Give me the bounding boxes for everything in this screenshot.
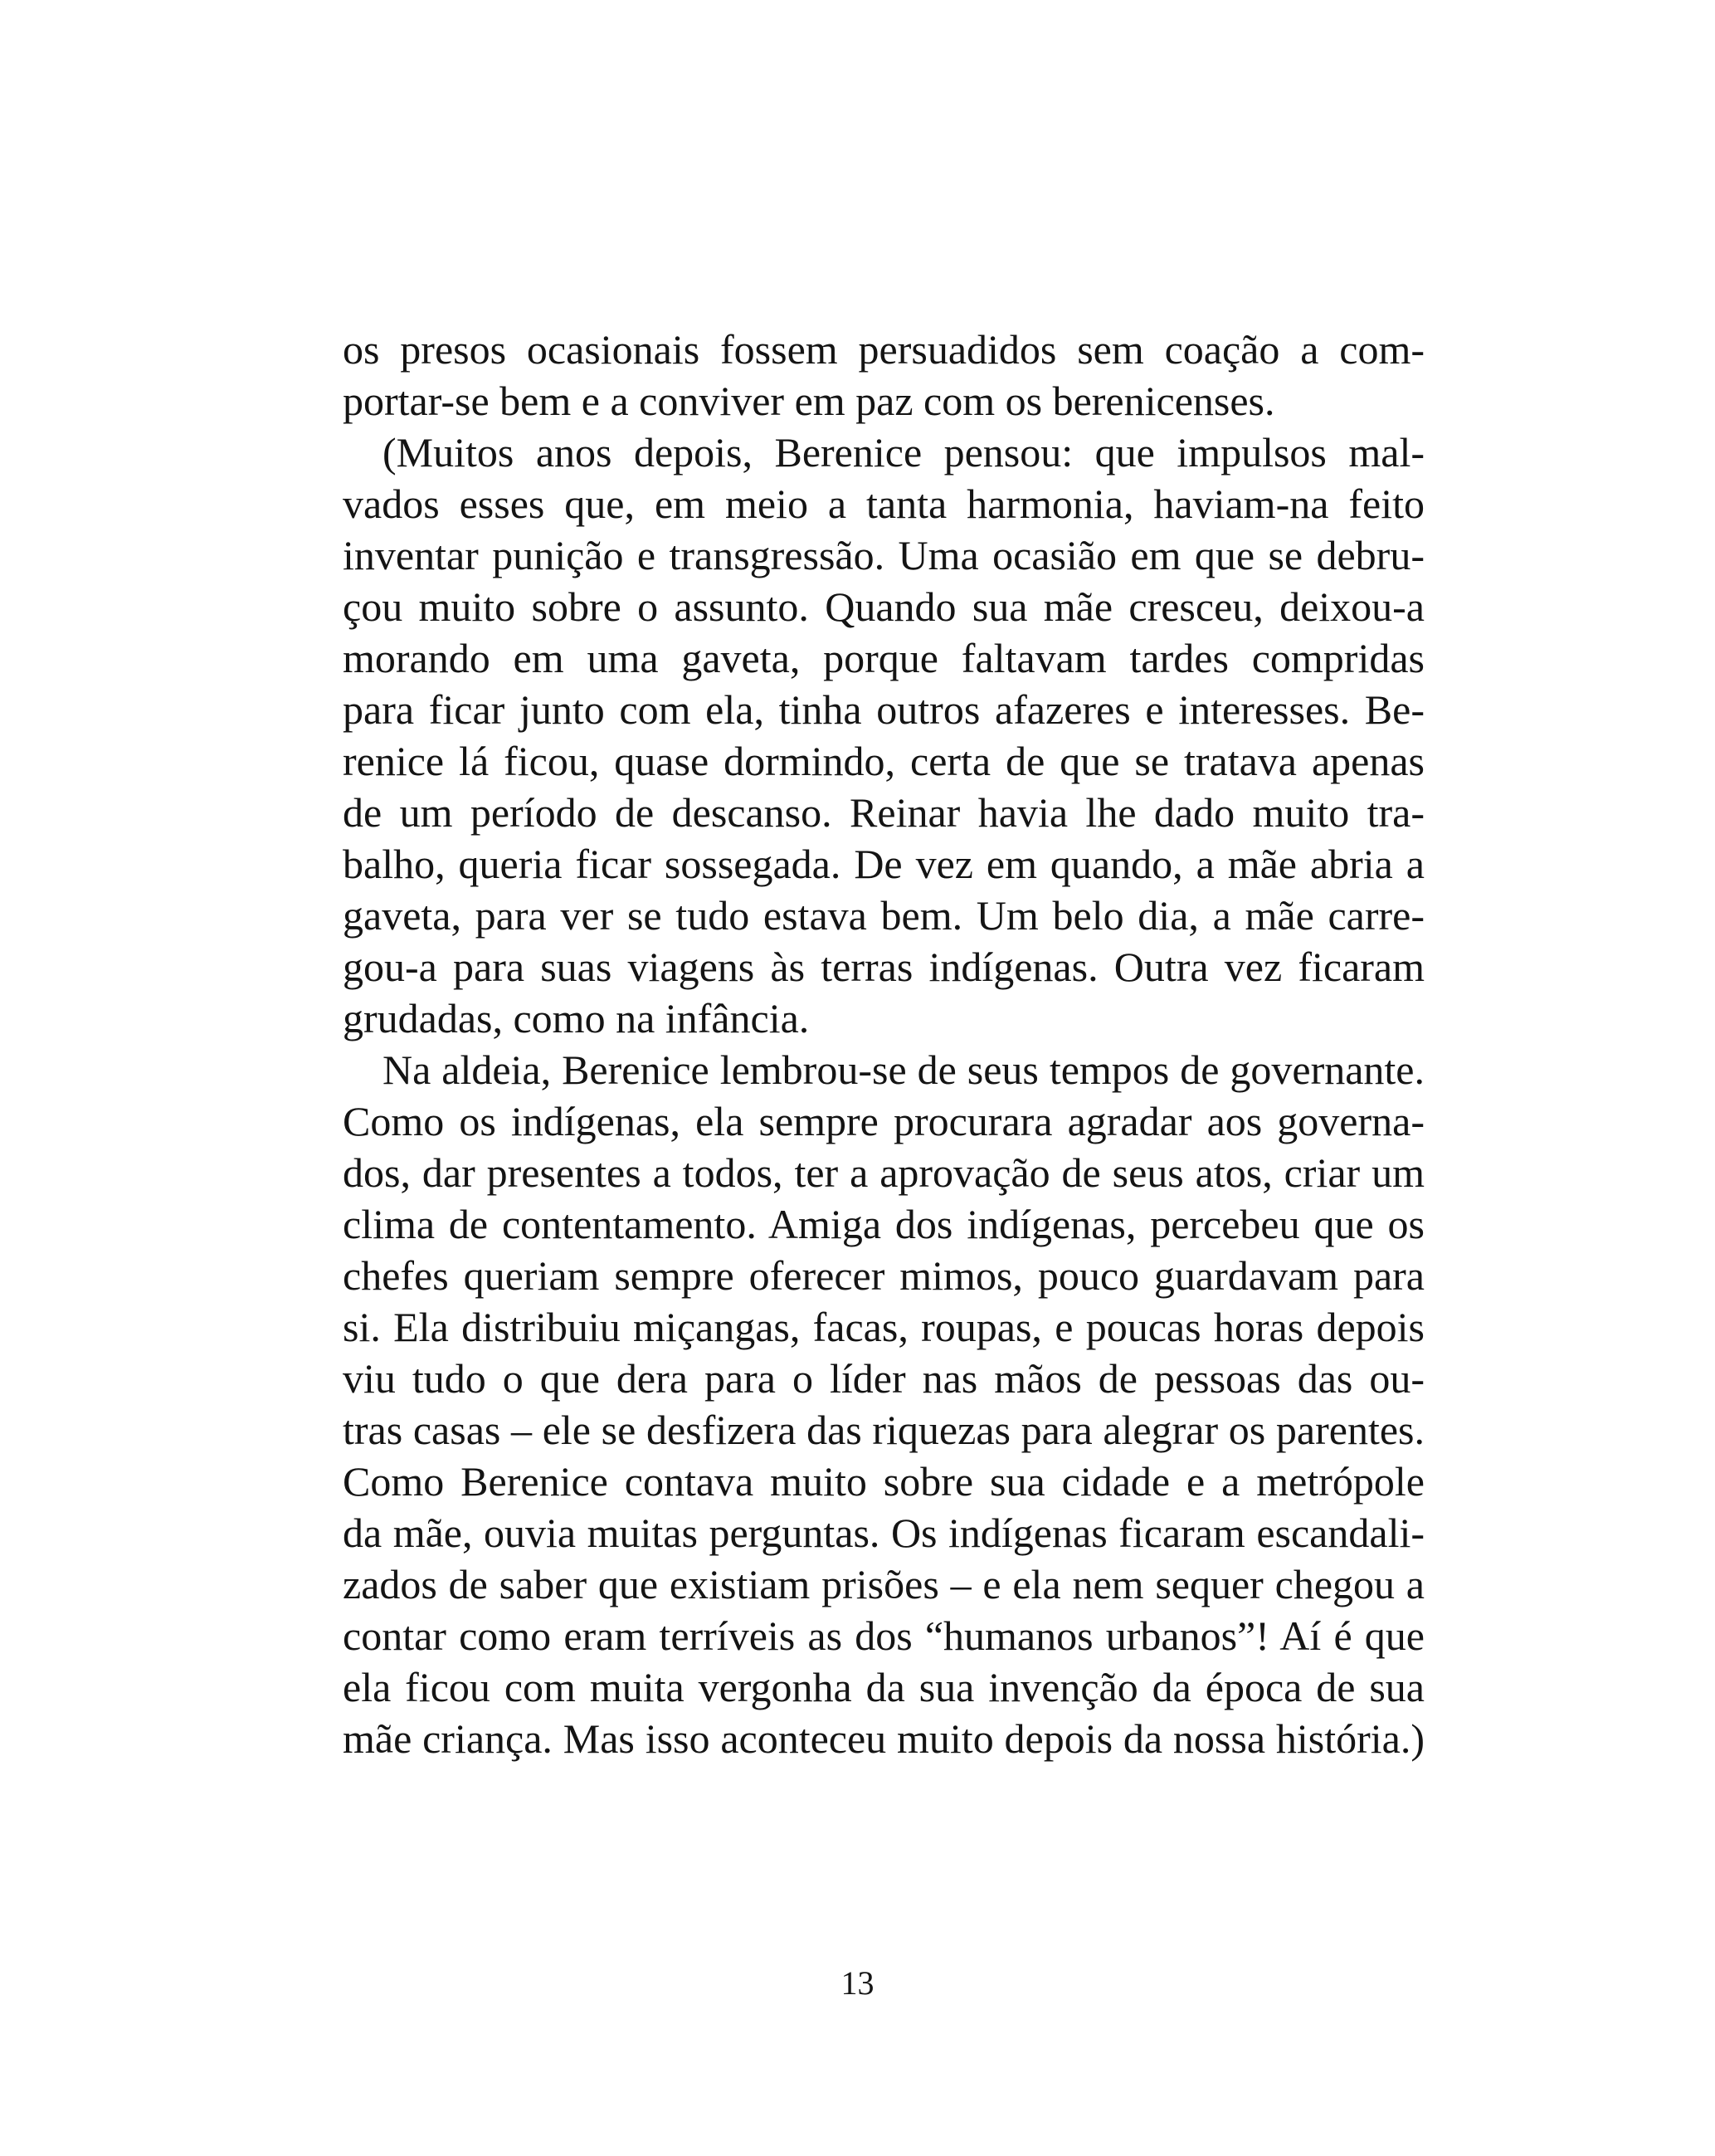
text-line: Como Berenice contava muito sobre sua cidade e a metrópole bbox=[343, 1458, 1425, 1505]
text-line: portar-se bem e a conviver em paz com os berenicenses. bbox=[343, 378, 1275, 424]
text-line: si. Ela distribuiu miçangas, facas, roupas, e poucas horas depois bbox=[343, 1304, 1425, 1350]
text-line: vados esses que, em meio a tanta harmonia, haviam-na feito bbox=[343, 480, 1425, 527]
text-line: renice lá ficou, quase dormindo, certa de que se tratava apenas bbox=[343, 738, 1425, 784]
text-line: viu tudo o que dera para o líder nas mãos de pessoas das ou- bbox=[343, 1355, 1425, 1402]
text-line: balho, queria ficar sossegada. De vez em quando, a mãe abria a bbox=[343, 841, 1425, 887]
text-line: da mãe, ouvia muitas perguntas. Os indígenas ficaram escandali- bbox=[343, 1510, 1425, 1556]
text-line: chefes queriam sempre oferecer mimos, pouco guardavam para bbox=[343, 1252, 1425, 1299]
text-line: zados de saber que existiam prisões – e ela nem sequer chegou a bbox=[343, 1561, 1425, 1607]
text-line: gou-a para suas viagens às terras indígenas. Outra vez ficaram bbox=[343, 944, 1425, 990]
text-line: gaveta, para ver se tudo estava bem. Um belo dia, a mãe carre- bbox=[343, 892, 1425, 939]
text-line: grudadas, como na infância. bbox=[343, 995, 810, 1041]
text-line: para ficar junto com ela, tinha outros afazeres e interesses. Be- bbox=[343, 686, 1425, 733]
text-line: de um período de descanso. Reinar havia lhe dado muito tra- bbox=[343, 789, 1425, 836]
page-number: 13 bbox=[840, 1964, 875, 2002]
text-line: os presos ocasionais fossem persuadidos sem coação a com- bbox=[343, 326, 1425, 373]
body-text bbox=[343, 324, 1425, 1764]
paragraph-start-line: (Muitos anos depois, Berenice pensou: que impulsos mal- bbox=[382, 429, 1425, 476]
text-line: ela ficou com muita vergonha da sua invenção da época de sua bbox=[343, 1664, 1425, 1710]
paragraph-start-line: Na aldeia, Berenice lembrou-se de seus tempos de governante. bbox=[382, 1046, 1425, 1093]
text-line: contar como eram terríveis as dos “humanos urbanos”! Aí é que bbox=[343, 1612, 1425, 1659]
text-line: Como os indígenas, ela sempre procurara agradar aos governa- bbox=[343, 1098, 1425, 1144]
text-line: dos, dar presentes a todos, ter a aprovação de seus atos, criar um bbox=[343, 1149, 1425, 1196]
text-line: clima de contentamento. Amiga dos indígenas, percebeu que os bbox=[343, 1201, 1425, 1247]
text-line: çou muito sobre o assunto. Quando sua mãe cresceu, deixou-a bbox=[343, 583, 1425, 630]
text-line: morando em uma gaveta, porque faltavam tardes compridas bbox=[343, 635, 1425, 681]
text-line: mãe criança. Mas isso aconteceu muito depois da nossa história.) bbox=[343, 1715, 1425, 1762]
text-line: inventar punição e transgressão. Uma ocasião em que se debru- bbox=[343, 532, 1425, 578]
text-line: tras casas – ele se desfizera das riquezas para alegrar os parentes. bbox=[343, 1407, 1425, 1453]
